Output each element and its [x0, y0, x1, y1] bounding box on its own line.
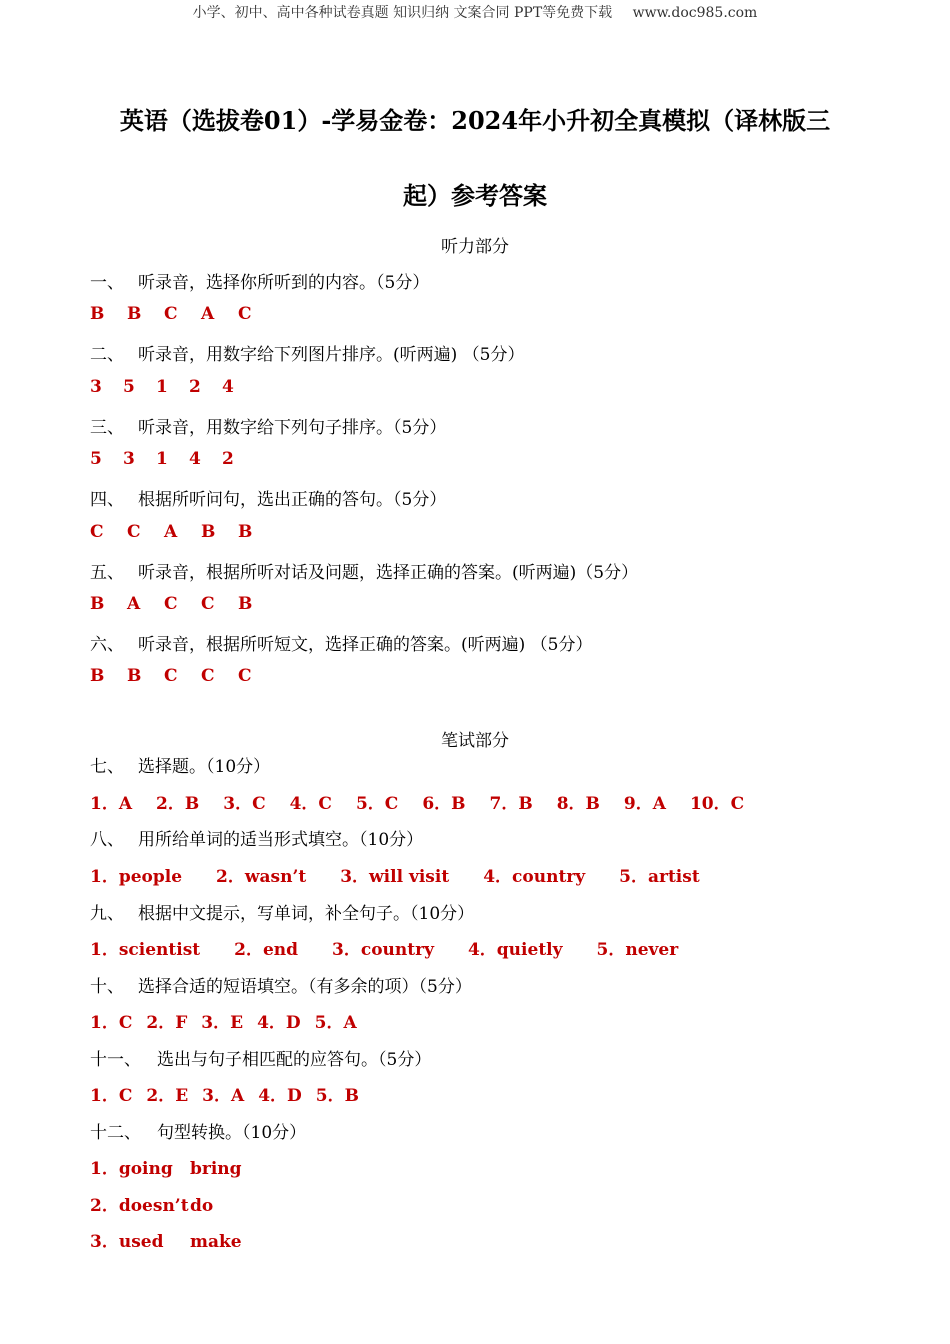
answer: 5．A: [314, 1013, 357, 1033]
answer: C: [201, 666, 215, 686]
section-instruction: 选出与句子相匹配的应答句。（5分）: [157, 1050, 432, 1070]
answer: 2: [189, 377, 201, 397]
answer: 3．used: [90, 1232, 164, 1252]
answer: 9．A: [623, 794, 666, 814]
section-1-question: [90, 268, 429, 293]
section-number: 八、: [90, 830, 124, 850]
section-instruction: 根据中文提示，写单词，补全句子。（10分）: [138, 904, 475, 924]
answer: C: [164, 666, 178, 686]
answer: 2．E: [146, 1086, 189, 1106]
document-title-line2: 起）参考答案: [403, 181, 547, 210]
section-number: 一、: [90, 273, 124, 293]
listening-heading: 听力部分: [441, 237, 509, 257]
section-11-question: [90, 1045, 431, 1070]
section-3-answers: [90, 449, 255, 469]
answer: 3．country: [332, 940, 434, 960]
answer: B: [90, 594, 105, 614]
document-title-line1: 英语（选拔卷01）-学易金卷：2024年小升初全真模拟（译林版三: [119, 106, 831, 135]
answer: 2．B: [156, 794, 200, 814]
answer: 4．D: [258, 1086, 302, 1106]
answer: 2．end: [234, 940, 299, 960]
answer: 3．C: [223, 794, 266, 814]
section-10-answers: [90, 1008, 371, 1033]
answer: 8．B: [556, 794, 600, 814]
writing-heading: 笔试部分: [441, 731, 509, 751]
answer: A: [201, 304, 215, 324]
section-4-question: [90, 485, 446, 510]
answer: B: [127, 304, 142, 324]
answer: 2．doesn’t: [90, 1196, 189, 1216]
answer: make: [190, 1232, 242, 1252]
section-number: 十一、: [90, 1050, 141, 1070]
answer: C: [238, 304, 252, 324]
section-number: 九、: [90, 904, 124, 924]
section-instruction: 句型转换。（10分）: [157, 1123, 307, 1143]
answer: 5: [123, 377, 135, 397]
answer: 5．artist: [619, 867, 700, 887]
section-12-question: [90, 1118, 306, 1143]
answer: 3．A: [202, 1086, 245, 1106]
section-9-question: [90, 899, 474, 924]
section-12-answer-2: [90, 1191, 213, 1216]
section-10-question: [90, 972, 472, 997]
answer: B: [238, 594, 253, 614]
answer: 1．C: [90, 1013, 133, 1033]
section-instruction: 听录音，选择你所听到的内容。（5分）: [138, 273, 430, 293]
answer: 5．C: [355, 794, 399, 814]
section-7-answers: [90, 789, 768, 814]
answer: C: [201, 594, 215, 614]
section-number: 五、: [90, 563, 124, 583]
section-instruction: 根据所听问句，选出正确的答句。（5分）: [138, 490, 447, 510]
answer: 5．never: [596, 940, 679, 960]
answer: C: [164, 594, 178, 614]
answer: 3．will visit: [340, 867, 450, 887]
section-1-answers: [90, 304, 275, 324]
section-11-answers: [90, 1081, 373, 1106]
section-number: 十二、: [90, 1123, 141, 1143]
section-8-answers: [90, 862, 734, 887]
answer: 2．wasn’t: [216, 867, 307, 887]
section-instruction: 听录音，用数字给下列图片排序。(听两遍) （5分）: [138, 345, 525, 365]
answer: 10．C: [689, 794, 745, 814]
section-instruction: 选择合适的短语填空。（有多余的项）（5分）: [138, 977, 472, 997]
answer: C: [164, 304, 178, 324]
answer: 1: [156, 377, 168, 397]
section-4-answers: [90, 522, 275, 542]
section-9-answers: [90, 935, 712, 960]
section-12-answer-3: [90, 1227, 242, 1252]
answer: 5．B: [315, 1086, 359, 1106]
answer: C: [238, 666, 252, 686]
answer: 3: [123, 449, 135, 469]
section-2-answers: [90, 377, 255, 397]
answer: B: [90, 666, 105, 686]
header-left-text: 小学、初中、高中各种试卷真题 知识归纳 文案合同 PPT等免费下载: [192, 5, 613, 21]
answer: 4．quietly: [467, 940, 563, 960]
section-5-answers: [90, 594, 275, 614]
answer: bring: [190, 1159, 242, 1179]
answer: 7．B: [489, 794, 533, 814]
section-number: 二、: [90, 345, 124, 365]
answer: 5: [90, 449, 102, 469]
section-instruction: 选择题。（10分）: [138, 757, 271, 777]
answer: C: [127, 522, 141, 542]
answer: A: [127, 594, 141, 614]
section-12-answer-1: [90, 1154, 242, 1179]
section-6-answers: [90, 666, 275, 686]
answer: B: [201, 522, 216, 542]
answer: 3: [90, 377, 102, 397]
answer: C: [90, 522, 104, 542]
section-2-question: [90, 340, 524, 365]
section-number: 六、: [90, 635, 124, 655]
section-7-question: [90, 752, 270, 777]
section-number: 三、: [90, 418, 124, 438]
section-instruction: 听录音，根据所听对话及问题，选择正确的答案。(听两遍)（5分）: [138, 563, 639, 583]
answer: B: [90, 304, 105, 324]
answer: 3．E: [201, 1013, 244, 1033]
answer: 1．scientist: [90, 940, 201, 960]
answer: 2: [222, 449, 234, 469]
answer: 1．going: [90, 1159, 173, 1179]
section-number: 七、: [90, 757, 124, 777]
section-number: 四、: [90, 490, 124, 510]
section-8-question: [90, 825, 423, 850]
section-5-question: [90, 558, 638, 583]
answer: 1．A: [90, 794, 133, 814]
answer: 2．F: [146, 1013, 188, 1033]
answer: 1．people: [90, 867, 183, 887]
answer: 4．C: [289, 794, 332, 814]
answer: 4．country: [483, 867, 586, 887]
header-url: www.doc985.com: [632, 5, 758, 21]
section-instruction: 用所给单词的适当形式填空。（10分）: [138, 830, 424, 850]
answer: B: [238, 522, 253, 542]
answer: 4: [222, 377, 234, 397]
section-instruction: 听录音，用数字给下列句子排序。（5分）: [138, 418, 447, 438]
answer: 6．B: [422, 794, 466, 814]
answer: A: [164, 522, 178, 542]
answer: do: [190, 1196, 214, 1216]
section-6-question: [90, 630, 592, 655]
section-number: 十、: [90, 977, 124, 997]
answer: 4: [189, 449, 201, 469]
answer: 4．D: [257, 1013, 301, 1033]
section-instruction: 听录音，根据所听短文，选择正确的答案。(听两遍) （5分）: [138, 635, 593, 655]
answer: B: [127, 666, 142, 686]
section-3-question: [90, 413, 446, 438]
answer: 1．C: [90, 1086, 133, 1106]
answer: 1: [156, 449, 168, 469]
page-header: [0, 2, 950, 22]
